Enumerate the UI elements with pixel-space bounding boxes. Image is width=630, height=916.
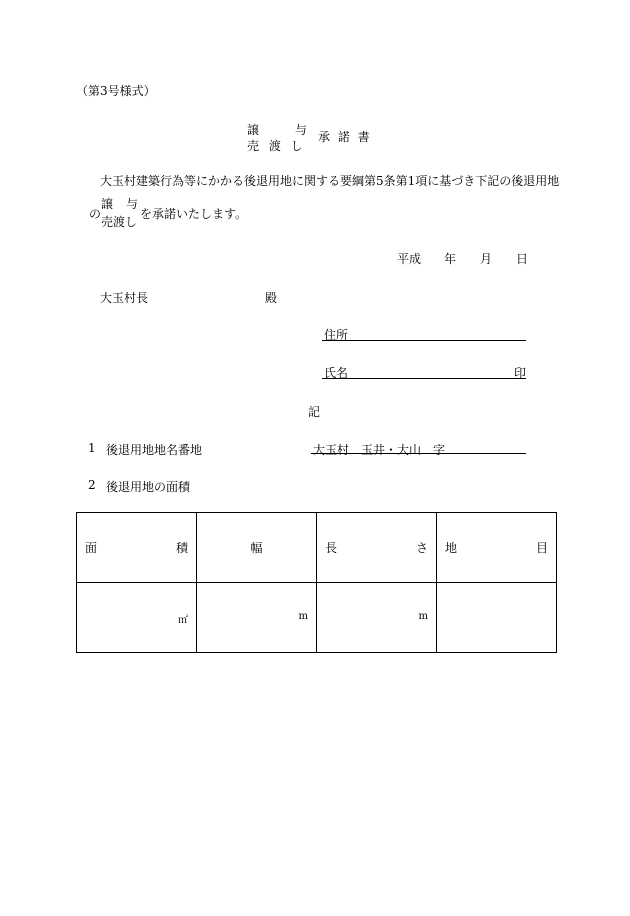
- value-length-cell[interactable]: [317, 583, 437, 653]
- item1-number: 1: [88, 441, 96, 455]
- name-label: 氏名: [324, 366, 349, 380]
- body-line-1: 大玉村建築行為等にかかる後退用地に関する要綱第5条第1項に基づき下記の後退用地: [100, 174, 560, 188]
- item2-label: 後退用地の面積: [106, 480, 191, 494]
- header-area-left: 面: [85, 541, 98, 555]
- body-prefix: の: [89, 207, 102, 221]
- header-width: [197, 513, 317, 583]
- header-length-right: さ: [415, 541, 428, 555]
- item2-number: 2: [88, 478, 96, 492]
- area-table: [76, 512, 557, 653]
- title-option-upper-left: 譲: [247, 123, 260, 137]
- unit-length: m: [418, 611, 428, 622]
- addressee-honorific: 殿: [265, 291, 278, 305]
- date-year: 年: [444, 252, 457, 266]
- date-day: 日: [516, 252, 529, 266]
- ki-heading: 記: [308, 405, 321, 419]
- value-land-category-cell[interactable]: [437, 583, 557, 653]
- body-option-upper-left: 譲: [101, 197, 114, 211]
- header-area: [77, 513, 197, 583]
- header-length-left: 長: [325, 541, 338, 555]
- header-land-category: [437, 513, 557, 583]
- address-line[interactable]: [322, 340, 526, 341]
- header-land-right: 目: [535, 541, 548, 555]
- body-option-lower: 売渡し: [101, 215, 138, 229]
- header-width-label: 幅: [250, 541, 263, 555]
- item1-value: 大玉村 玉井・大山 字: [313, 443, 446, 457]
- table-header-row: [77, 513, 557, 583]
- body-option-upper-right: 与: [126, 197, 139, 211]
- value-area-cell[interactable]: [77, 583, 197, 653]
- unit-width: m: [298, 611, 308, 622]
- body-suffix: を承諾いたします。: [140, 207, 248, 221]
- address-label: 住所: [324, 328, 349, 342]
- table-value-row: [77, 583, 557, 653]
- header-area-right: 積: [175, 541, 188, 555]
- seal-mark: 印: [514, 366, 527, 380]
- addressee-name: 大玉村長: [100, 291, 149, 305]
- date-era: 平成: [397, 252, 422, 266]
- form-number: （第3号様式）: [76, 84, 156, 98]
- header-land-left: 地: [445, 541, 458, 555]
- title-option-lower: 売 渡 し: [247, 139, 306, 153]
- title-main: 承 諾 書: [318, 130, 372, 144]
- value-width-cell[interactable]: [197, 583, 317, 653]
- unit-area: ㎡: [178, 615, 188, 626]
- header-length: [317, 513, 437, 583]
- date-month: 月: [480, 252, 493, 266]
- title-option-upper-right: 与: [295, 123, 308, 137]
- item1-line[interactable]: [311, 453, 526, 454]
- item1-label: 後退用地地名番地: [106, 443, 203, 457]
- name-line[interactable]: [322, 378, 526, 379]
